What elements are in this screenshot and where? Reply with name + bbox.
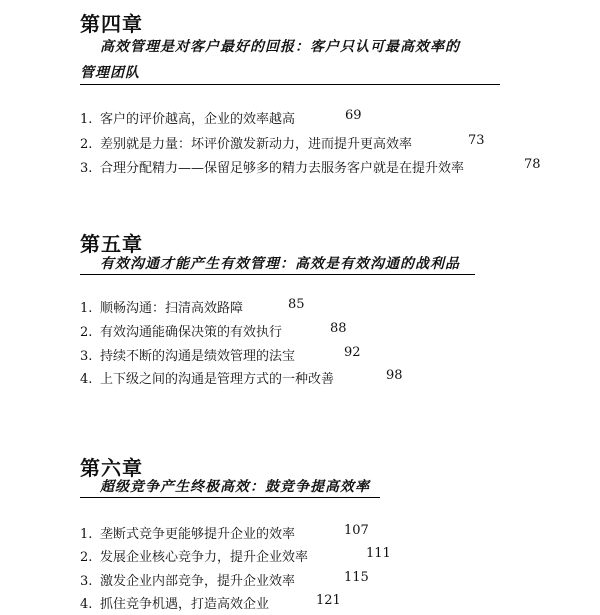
- page-number: 98: [386, 368, 403, 383]
- chapter-4-title-line2: 管理团队: [80, 65, 140, 81]
- page-number: 111: [366, 546, 391, 561]
- chapter-4-label: 第四章: [80, 12, 143, 36]
- page-number: 73: [468, 133, 485, 148]
- chapter-5-label: 第五章: [80, 232, 143, 256]
- chapter-5-rule: [80, 274, 475, 275]
- toc-item[interactable]: 1. 顺畅沟通：扫清高效路障 85: [80, 297, 305, 316]
- chapter-6-rule: [80, 497, 380, 498]
- toc-item[interactable]: 1. 垄断式竞争更能够提升企业的效率 107: [80, 523, 369, 542]
- chapter-6-label: 第六章: [80, 456, 143, 480]
- page-number: 92: [344, 345, 361, 360]
- chapter-5-title-line1: 有效沟通才能产生有效管理：高效是有效沟通的战利品: [100, 256, 460, 272]
- page-number: 78: [524, 157, 541, 172]
- toc-item[interactable]: 2. 发展企业核心竞争力，提升企业效率 111: [80, 546, 391, 565]
- page-number: 88: [330, 321, 347, 336]
- toc-item[interactable]: 4. 上下级之间的沟通是管理方式的一种改善 98: [80, 368, 403, 387]
- chapter-6-title-line1: 超级竞争产生终极高效：鼓竞争提高效率: [100, 479, 370, 495]
- page-number: 121: [316, 593, 341, 608]
- page-number: 85: [288, 297, 305, 312]
- chapter-4-rule: [80, 84, 500, 85]
- toc-item[interactable]: 3. 激发企业内部竞争，提升企业效率 115: [80, 570, 369, 589]
- toc-item[interactable]: 4. 抓住竞争机遇，打造高效企业 121: [80, 593, 341, 612]
- chapter-4-title-line1: 高效管理是对客户最好的回报：客户只认可最高效率的: [100, 39, 460, 55]
- toc-item[interactable]: 3. 合理分配精力——保留足够多的精力去服务客户就是在提升效率 78: [80, 157, 541, 176]
- toc-item[interactable]: 1. 客户的评价越高，企业的效率越高 69: [80, 108, 362, 127]
- page-number: 69: [345, 108, 362, 123]
- toc-item[interactable]: 2. 差别就是力量：坏评价激发新动力，进而提升更高效率 73: [80, 133, 485, 152]
- toc-item[interactable]: 3. 持续不断的沟通是绩效管理的法宝 92: [80, 345, 361, 364]
- page-number: 107: [344, 523, 369, 538]
- toc-item[interactable]: 2. 有效沟通能确保决策的有效执行 88: [80, 321, 347, 340]
- page-number: 115: [344, 570, 369, 585]
